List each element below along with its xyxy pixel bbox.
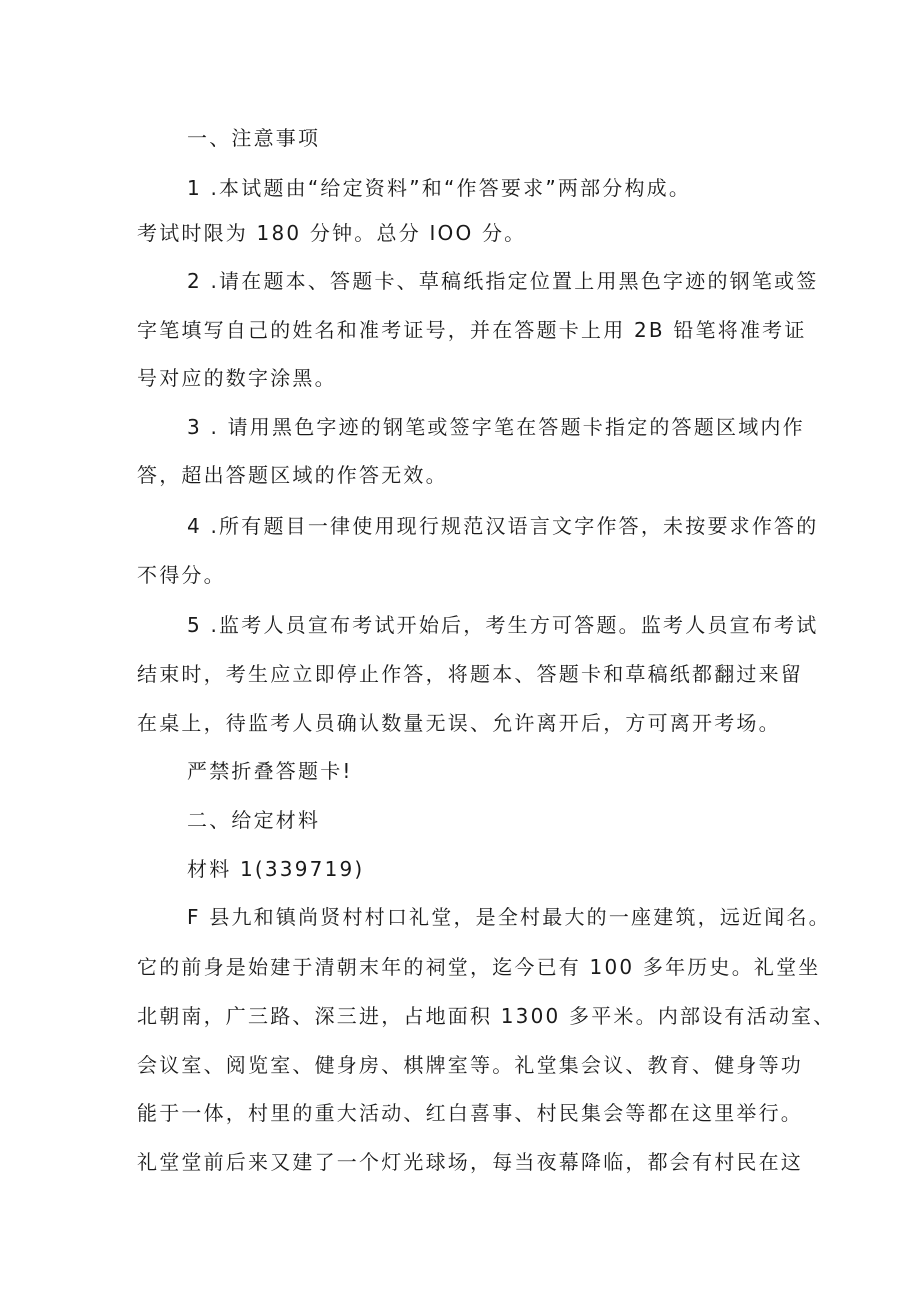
- warning-text: 严禁折叠答题卡!: [187, 759, 353, 783]
- notice-item-5-line-1: 5 .监考人员宣布考试开始后，考生方可答题。监考人员宣布考试: [187, 613, 819, 637]
- material-paragraph-line-1: F 县九和镇尚贤村村口礼堂，是全村最大的一座建筑，远近闻名。: [187, 905, 831, 929]
- material-paragraph-line-2: 它的前身是始建于清朝末年的祠堂，迄今已有 100 多年历史。礼堂坐: [137, 955, 821, 979]
- notice-item-2-line-3: 号对应的数字涂黑。: [137, 366, 337, 390]
- material-paragraph-line-6: 礼堂堂前后来又建了一个灯光球场，每当夜幕降临，都会有村民在这: [137, 1150, 803, 1174]
- material-paragraph-line-5: 能于一体，村里的重大活动、红白喜事、村民集会等都在这里举行。: [137, 1101, 803, 1125]
- notice-item-5-line-2: 结束时，考生应立即停止作答，将题本、答题卡和草稿纸都翻过来留: [137, 662, 803, 686]
- notice-item-4-line-1: 4 .所有题目一律使用现行规范汉语言文字作答，未按要求作答的: [187, 514, 819, 538]
- section-heading-materials: 二、给定材料: [187, 808, 321, 832]
- notice-item-4-line-2: 不得分。: [137, 563, 226, 587]
- material-paragraph-line-4: 会议室、阅览室、健身房、棋牌室等。礼堂集会议、教育、健身等功: [137, 1053, 803, 1077]
- notice-item-2-line-2: 字笔填写自己的姓名和准考证号，并在答题卡上用 2B 铅笔将准考证: [137, 318, 807, 342]
- notice-item-1-line-2: 考试时限为 180 分钟。总分 IOO 分。: [137, 221, 527, 245]
- notice-item-3-line-2: 答，超出答题区域的作答无效。: [137, 463, 448, 487]
- notice-item-2-line-1: 2 .请在题本、答题卡、草稿纸指定位置上用黑色字迹的钢笔或签: [187, 269, 819, 293]
- notice-item-3-line-1: 3 . 请用黑色字迹的钢笔或签字笔在答题卡指定的答题区域内作: [187, 415, 805, 439]
- notice-item-5-line-3: 在桌上，待监考人员确认数量无误、允许离开后，方可离开考场。: [137, 711, 781, 735]
- section-heading-notes: 一、注意事项: [187, 126, 321, 150]
- material-1-title: 材料 1(339719): [187, 857, 365, 881]
- notice-item-1-line-1: 1 .本试题由“给定资料”和“作答要求”两部分构成。: [187, 176, 692, 200]
- material-paragraph-line-3: 北朝南，广三路、深三进，占地面积 1300 多平米。内部设有活动室、: [137, 1004, 836, 1028]
